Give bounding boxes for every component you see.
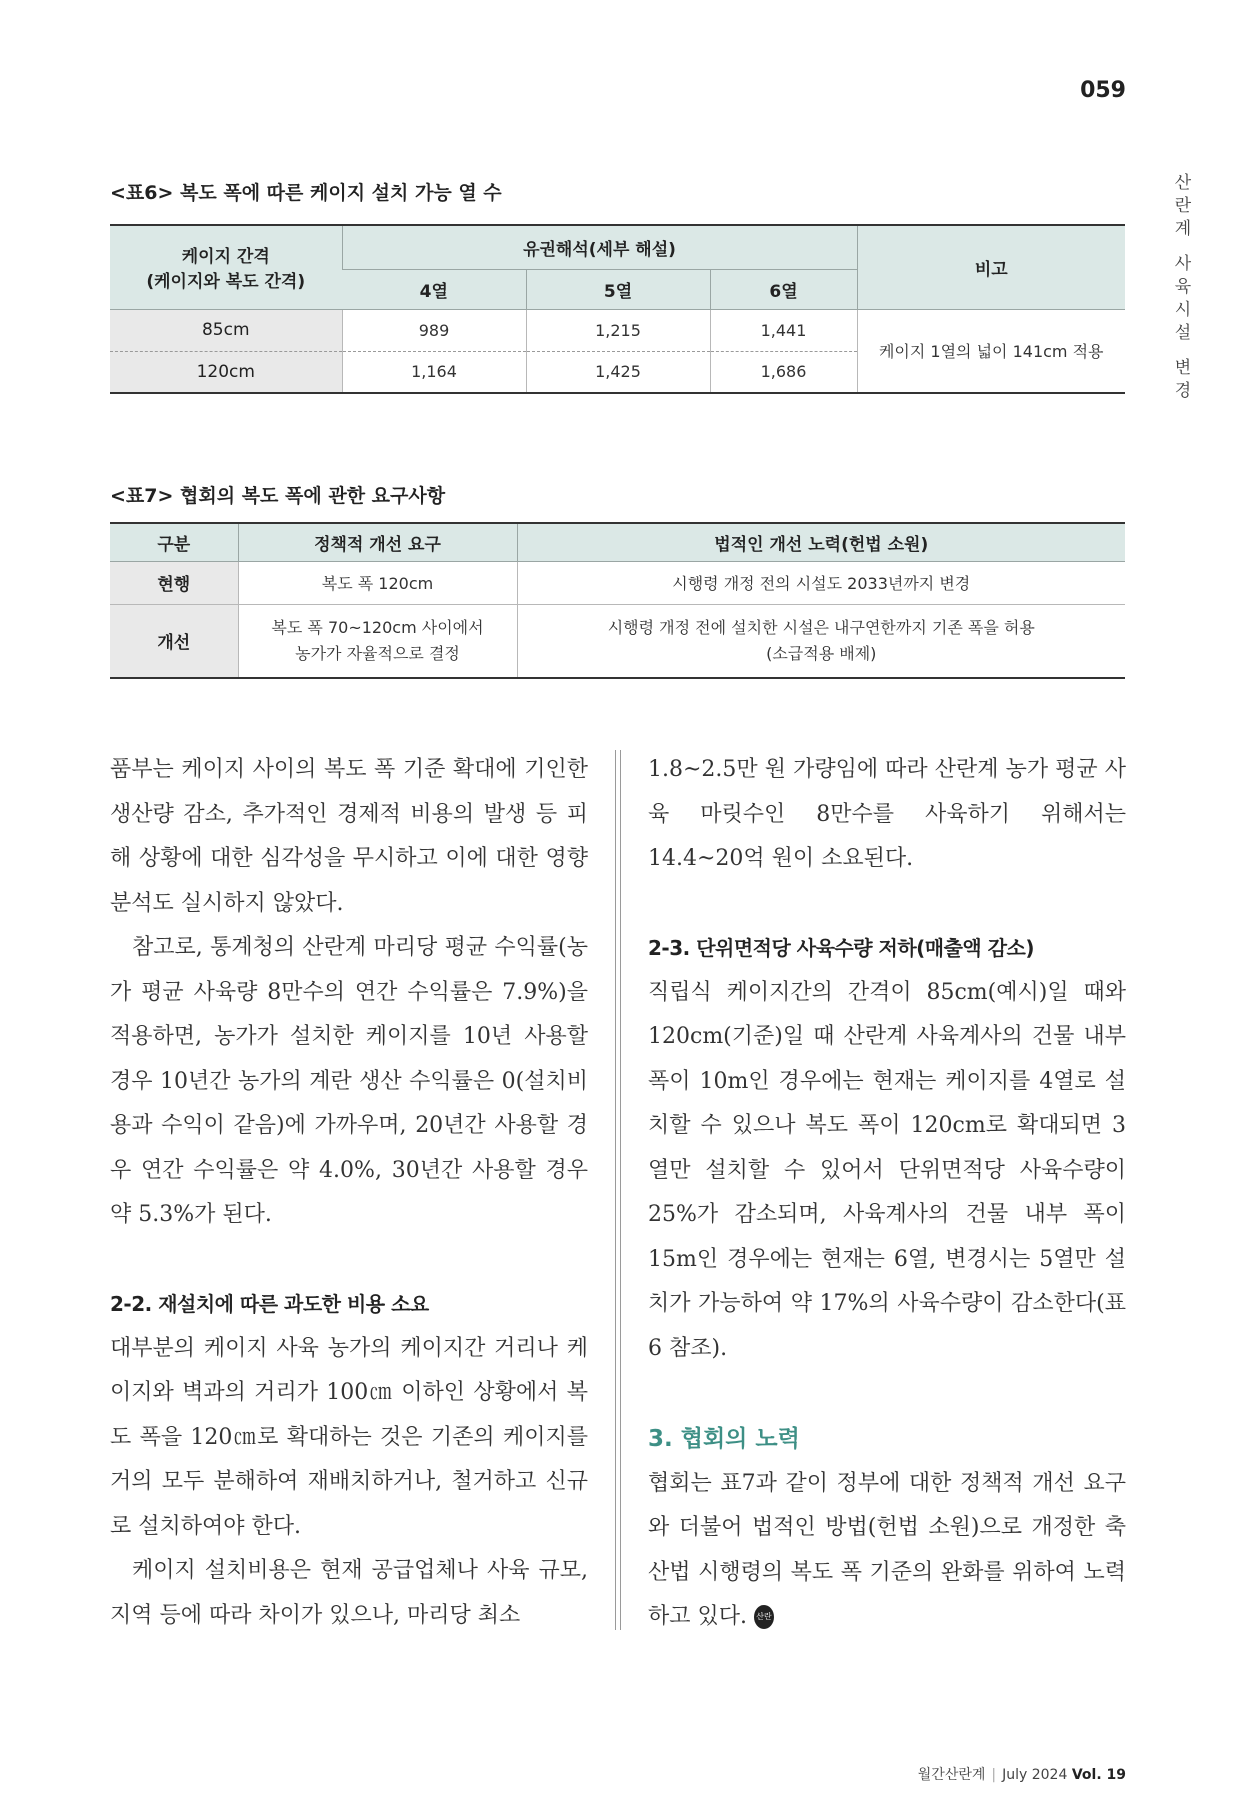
issue-date: July 2024: [1002, 1767, 1068, 1783]
table7-header: 구분: [110, 523, 238, 561]
volume: Vol. 19: [1071, 1767, 1126, 1783]
page-number: 059: [1080, 78, 1126, 103]
table-cell: 989: [342, 309, 526, 351]
table7-header: 정책적 개선 요구: [238, 523, 517, 561]
section-heading-3: 3. 협회의 노력: [648, 1425, 800, 1452]
row-label: 현행: [110, 561, 238, 604]
section-side-title: 산 란 계 사 육 시 설 변 경: [1174, 173, 1192, 401]
paragraph: 1.8~2.5만 원 가량임에 따라 산란계 농가 평균 사육 마릿수인 8만수를 사육하기 위해서는 14.4~20억 원이 소요된다.: [648, 757, 1126, 871]
left-column: [110, 748, 588, 1638]
table-cell: 1,425: [526, 351, 710, 393]
table6-header-col: 4열: [342, 269, 526, 309]
table7-header: 법적인 개선 노력(헌법 소원): [517, 523, 1125, 561]
table6-header-col: 6열: [710, 269, 857, 309]
table-cell: 시행령 개정 전에 설치한 시설은 내구연한까지 기존 폭을 허용 (소급적용 배제): [517, 604, 1125, 678]
table6-header-col: 5열: [526, 269, 710, 309]
table6-header-spacing: 케이지 간격 (케이지와 복도 간격): [110, 225, 342, 309]
table-cell: 시행령 개정 전의 시설도 2033년까지 변경: [517, 561, 1125, 604]
section-heading-2-2: 2-2. 재설치에 따른 과도한 비용 소요: [110, 1292, 429, 1316]
section-heading-2-3: 2-3. 단위면적당 사육수량 저하(매출액 감소): [648, 936, 1034, 960]
row-label: 120cm: [110, 351, 342, 393]
paragraph: 협회는 표7과 같이 정부에 대한 정책적 개선 요구와 더불어 법적인 방법(헌법 소원)으로 개정한 축산법 시행령의 복도 폭 기준의 완화를 위하여 노력하고 있다. 산란: [648, 1470, 1126, 1629]
table6: [110, 224, 1125, 394]
paragraph: 참고로, 통계청의 산란계 마리당 평균 수익률(농가 평균 사육량 8만수의 연간 수익률은 7.9%)을 적용하면, 농가가 설치한 케이지를 10년 사용할 경우 10년간 농가의 계란 생산 수익률은 0(설치비용과 수익이 같음)에 가까우며, 20년간 사용할 경우 연간 수익률은 약 4.0%, 30년간 사용할 경우 약 5.3%가 된다.: [110, 935, 588, 1227]
table6-caption: <표6> 복도 폭에 따른 케이지 설치 가능 열 수: [110, 182, 502, 204]
right-column: [648, 748, 1126, 1640]
footer: 월간산란계 | July 2024 Vol. 19: [917, 1767, 1126, 1783]
row-label: 개선: [110, 604, 238, 678]
table7: [110, 522, 1125, 679]
table-row: [110, 561, 1125, 604]
table-cell: 1,215: [526, 309, 710, 351]
table-cell: 복도 폭 70~120cm 사이에서 농가가 자율적으로 결정: [238, 604, 517, 678]
table-cell: 1,164: [342, 351, 526, 393]
paragraph: 대부분의 케이지 사육 농가의 케이지간 거리나 케이지와 벽과의 거리가 100㎝ 이하인 상황에서 복도 폭을 120㎝로 확대하는 것은 기존의 케이지를 거의 모두 분해하여 재배치하거나, 철거하고 신규로 설치하여야 한다.: [110, 1335, 588, 1539]
table-row: [110, 604, 1125, 678]
paragraph: 케이지 설치비용은 현재 공급업체나 사육 규모, 지역 등에 따라 차이가 있으나, 마리당 최소: [110, 1558, 588, 1628]
end-mark-icon: 산란: [754, 1605, 774, 1629]
magazine-name: 월간산란계: [917, 1767, 986, 1783]
paragraph: 품부는 케이지 사이의 복도 폭 기준 확대에 기인한 생산량 감소, 추가적인 경제적 비용의 발생 등 피해 상황에 대한 심각성을 무시하고 이에 대한 영향분석도 실시하지 않았다.: [110, 757, 588, 916]
table-row: [110, 309, 1125, 351]
table6-note-cell: 케이지 1열의 넓이 141cm 적용: [857, 309, 1125, 393]
table-cell: 복도 폭 120cm: [238, 561, 517, 604]
table6-header-note: 비고: [857, 225, 1125, 309]
row-label: 85cm: [110, 309, 342, 351]
table-cell: 1,686: [710, 351, 857, 393]
column-divider: [615, 750, 621, 1630]
paragraph: 직립식 케이지간의 간격이 85cm(예시)일 때와 120cm(기준)일 때 산란계 사육계사의 건물 내부 폭이 10m인 경우에는 현재는 케이지를 4열로 설치할 수 있으나 복도 폭이 120cm로 확대되면 3열만 설치할 수 있어서 단위면적당 사육수량이 25%가 감소되며, 사육계사의 건물 내부 폭이 15m인 경우에는 현재는 6열, 변경시는 5열만 설치가 가능하여 약 17%의 사육수량이 감소한다(표6 참조).: [648, 979, 1126, 1361]
table6-header-group: 유권해석(세부 해설): [342, 225, 857, 269]
table-cell: 1,441: [710, 309, 857, 351]
table7-caption: <표7> 협회의 복도 폭에 관한 요구사항: [110, 485, 446, 507]
